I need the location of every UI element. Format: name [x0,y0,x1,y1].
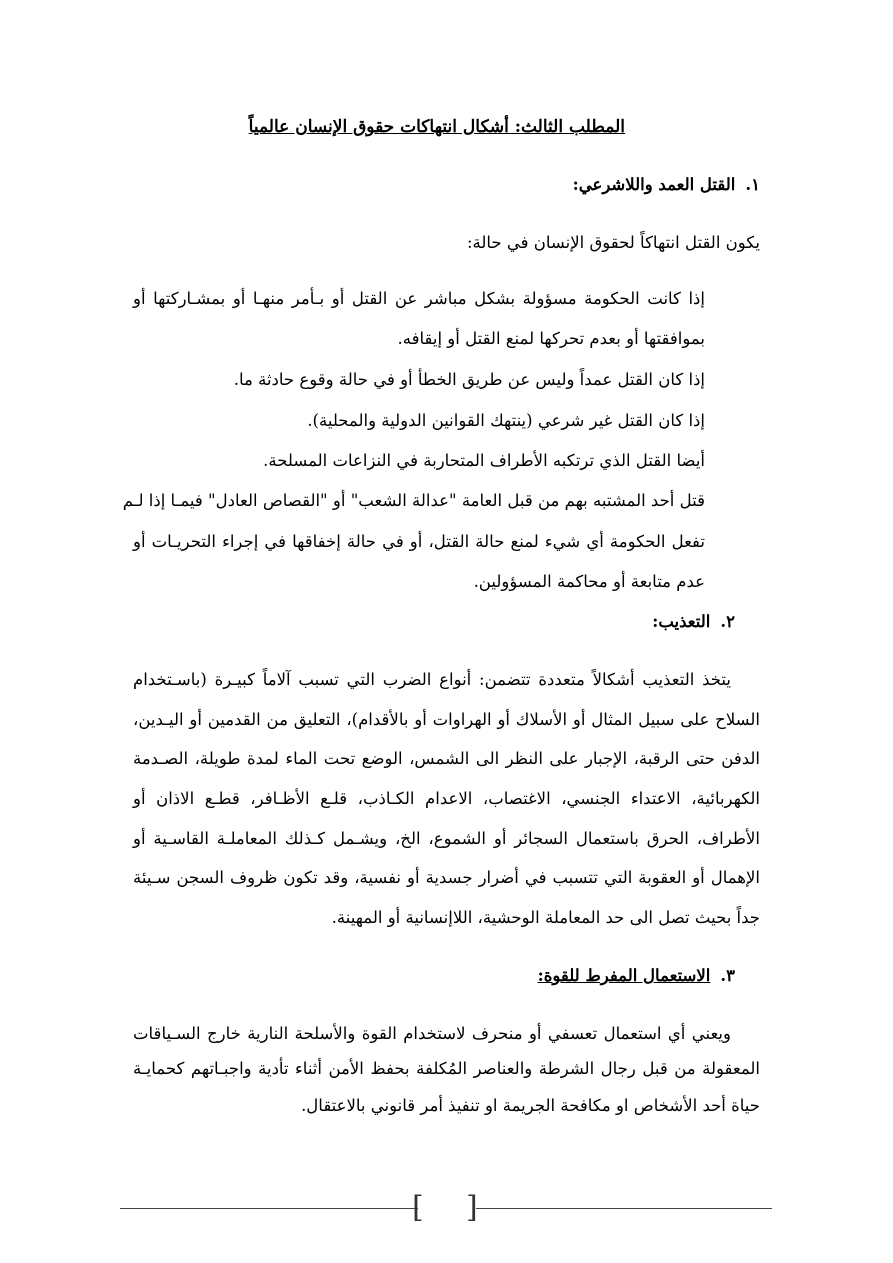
section-2-number: ٢. [720,612,735,631]
section-1-line: بموافقتها أو بعدم تحركها لمنع القتل أو إيقافه. [397,329,705,348]
section-1-intro: يكون القتل انتهاكاً لحقوق الإنسان في حالة: [466,233,760,252]
section-1-heading [573,173,760,197]
footer-rule-left [120,1208,418,1209]
section-1-line: قتل أحد المشتبه بهم من قبل العامة "عدالة الشعب" أو "القصاص العادل" فيمـا إذا لـم [122,491,705,510]
section-2-line: الدفن حتى الرقبة، الإجبار على النظر الى الشمس، الوضع تحت الماء لمدة طويلة، الصـدمة [133,749,760,768]
section-1-line: إذا كان القتل غير شرعي (ينتهك القوانين الدولية والمحلية). [307,411,705,430]
section-2-line: يتخذ التعذيب أشكالاً متعددة تتضمن: أنواع الضرب التي تسبب آلاماً كبيـرة (باسـتخدام [133,670,731,689]
section-1-line: أيضا القتل الذي ترتكبه الأطراف المتحاربة في النزاعات المسلحة. [263,451,705,470]
section-2-title: التعذيب: [652,612,711,631]
section-1-line: تفعل الحكومة أي شيء لمنع حالة القتل، أو في حالة إخفاقها في إجراء التحريـات أو [133,532,705,551]
footer-bracket-right: ] [466,1190,478,1225]
section-1-line: إذا كان القتل عمداً وليس عن طريق الخطأ أو في حالة وقوع حادثة ما. [233,370,705,389]
section-2-line: الأطراف، الحرق باستعمال السجائر أو الشموع، الخ، ويشـمل كـذلك المعاملـة القاسـية أو [133,829,760,848]
section-3-line: ويعني أي استعمال تعسفي أو منحرف لاستخدام القوة والأسلحة النارية خارج السـياقات [133,1024,731,1043]
section-2-line: الكهربائية، الاعتداء الجنسي، الاغتصاب، الاعدام الكـاذب، قلـع الأظـافر، قطـع الاذان أو [133,789,760,808]
section-1-number: ١. [745,175,760,194]
footer-bracket-left: [ [412,1190,424,1225]
section-3-number: ٣. [720,966,735,985]
section-3-line: المعقولة من قبل رجال الشرطة والعناصر المُكلفة بحفظ الأمن أثناء تأدية واجبـاتهم كحمايـة [133,1059,760,1078]
section-3-title: الاستعمال المفرط للقوة: [537,966,711,985]
section-3-heading [538,964,735,988]
page-title: المطلب الثالث: أشكال انتهاكات حقوق الإنسان عالمياً [248,117,625,137]
section-2-heading [652,610,735,634]
section-1-title: القتل العمد واللاشرعي: [572,175,736,194]
footer-rule-right [476,1208,772,1209]
section-2-line: الإهمال أو العقوبة التي تتسبب في أضرار جسدية أو نفسية، وقد تكون ظروف السجن سـيئة [133,868,760,887]
section-1-line: عدم متابعة أو محاكمة المسؤولين. [473,572,705,591]
section-2-line: السلاح على سبيل المثال أو الأسلاك أو الهراوات أو بالأقدام)، التعليق من القدمين أو اليـدين، [133,710,760,729]
section-3-line: حياة أحد الأشخاص او مكافحة الجريمة او تنفيذ أمر قانوني بالاعتقال. [301,1096,760,1115]
section-2-line: جداً بحيث تصل الى حد المعاملة الوحشية، اللاإنسانية أو المهينة. [331,908,760,927]
section-1-line: إذا كانت الحكومة مسؤولة بشكل مباشر عن القتل أو بـأمر منهـا أو بمشـاركتها أو [133,289,705,308]
